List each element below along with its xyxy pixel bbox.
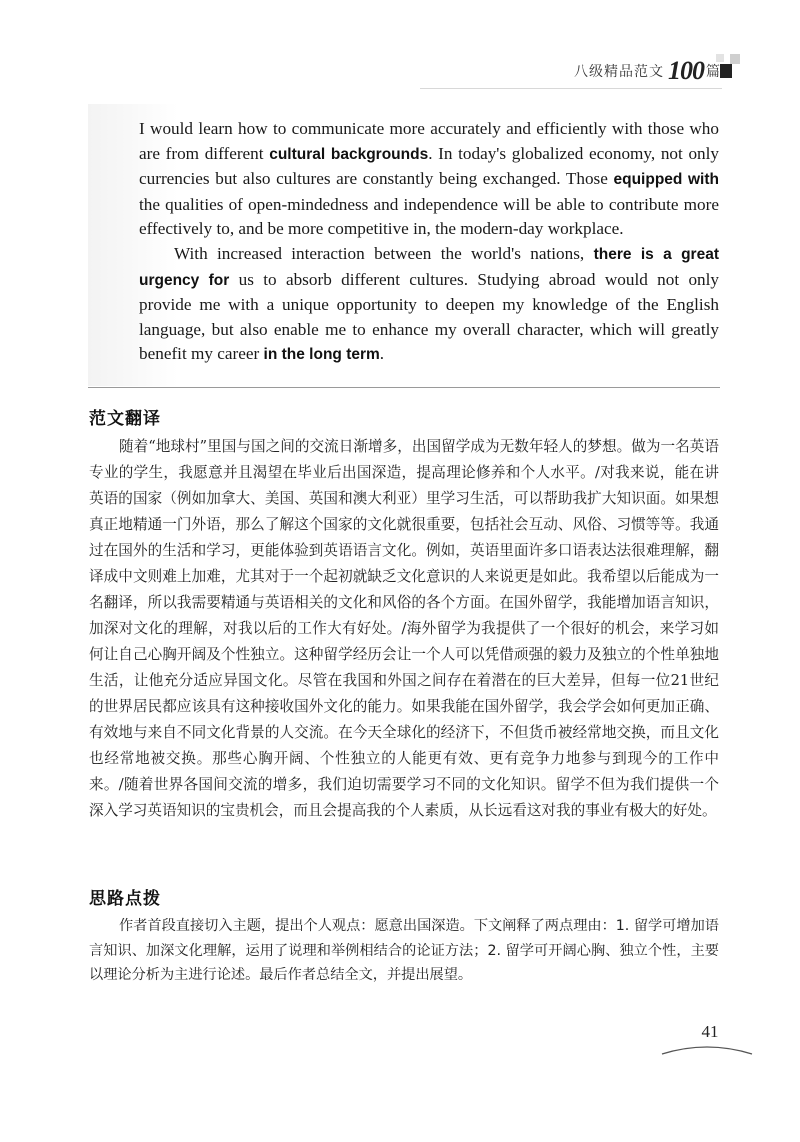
essay-bottom-rule bbox=[88, 387, 720, 388]
page-number: 41 bbox=[701, 1022, 719, 1041]
phrase-equipped-with: equipped with bbox=[613, 171, 719, 189]
translation-heading: 范文翻译 bbox=[89, 409, 161, 429]
analysis-heading: 思路点拨 bbox=[89, 889, 161, 909]
phrase-cultural-backgrounds: cultural backgrounds bbox=[269, 145, 429, 163]
page-number-arc bbox=[660, 1038, 754, 1058]
translation-body bbox=[89, 434, 719, 824]
header-series-text: 八级精品范文 bbox=[574, 64, 664, 80]
running-header bbox=[574, 56, 720, 86]
analysis-body bbox=[89, 914, 719, 988]
header-number: 100 bbox=[668, 56, 704, 85]
essay-paragraph-2: With increased interaction between the world's nations, there is a great urgency for us to absorb different cultures. Studying abroad would not only provide me with a unique opportunity to deepen my knowledge of the English language, but also enable me to enhance my overall character, which will greatly benefit my career in the long term. bbox=[139, 243, 719, 364]
analysis-paragraph: 作者首段直接切入主题，提出个人观点：愿意出国深造。下文阐释了两点理由：1. 留学可增加语言知识、加深文化理解，运用了说理和举例相结合的论证方法；2. 留学可开阔心胸、独立个性，主要以理论分析为主进行论述。最后作者总结全文，并提出展望。 bbox=[89, 918, 719, 984]
phrase-great-urgency: there is a great urgency for bbox=[139, 245, 719, 289]
essay-paragraph-1: I would learn how to communicate more accurately and efficiently with those who are from different cultural backgrounds. In today's globalized economy, not only currencies but also cultures are constantly being exchanged. Those equipped with the qualities of open-mindedness and independence will be able to contribute more effectively to, and be more competitive in, the modern-day workplace. bbox=[139, 119, 720, 239]
phrase-long-term: in the long term bbox=[263, 346, 380, 364]
essay-passage bbox=[139, 117, 719, 368]
header-divider bbox=[420, 88, 722, 89]
header-decoration-icon bbox=[716, 50, 742, 86]
header-suffix: 篇 bbox=[706, 64, 720, 80]
translation-paragraph: 随着“地球村”里国与国之间的交流日渐增多，出国留学成为无数年轻人的梦想。做为一名英语专业的学生，我愿意并且渴望在毕业后出国深造，提高理论修养和个人水平。/对我来说，能在讲英语的国家（例如加拿大、美国、英国和澳大利亚）里学习生活，可以帮助我扩大知识面。如果想真正地精通一门外语，那么了解这个国家的文化就很重要，包括社会互动、风俗、习惯等等。我通过在国外的生活和学习，更能体验到英语语言文化。例如，英语里面许多口语表达法很难理解，翻译成中文则难上加难，尤其对于一个起初就缺乏文化意识的人来说更是如此。我希望以后能成为一名翻译，所以我需要精通与英语相关的文化和风俗的各个方面。在国外留学，我能增加语言知识，加深对文化的理解，对我以后的工作大有好处。/海外留学为我提供了一个很好的机会，来学习如何让自己心胸开阔及个性独立。这种留学经历会让一个人可以凭借顽强的毅力及独立的个性单独地生活，让他充分适应异国文化。尽管在我国和外国之间存在着潜在的巨大差异，但每一位21世纪的世界居民都应该具有这种接收国外文化的能力。如果我能在国外留学，我会学会如何更加正确、有效地与来自不同文化背景的人交流。在今天全球化的经济下，不但货币被经常地交换，而且文化也经常地被交换。那些心胸开阔、个性独立的人能更有效、更有竞争力地参与到现今的工作中来。/随着世界各国间交流的增多，我们迫切需要学习不同的文化知识。留学不但为我们提供一个深入学习英语知识的宝贵机会，而且会提高我的个人素质，从长远看这对我的事业有极大的好处。 bbox=[89, 438, 719, 819]
